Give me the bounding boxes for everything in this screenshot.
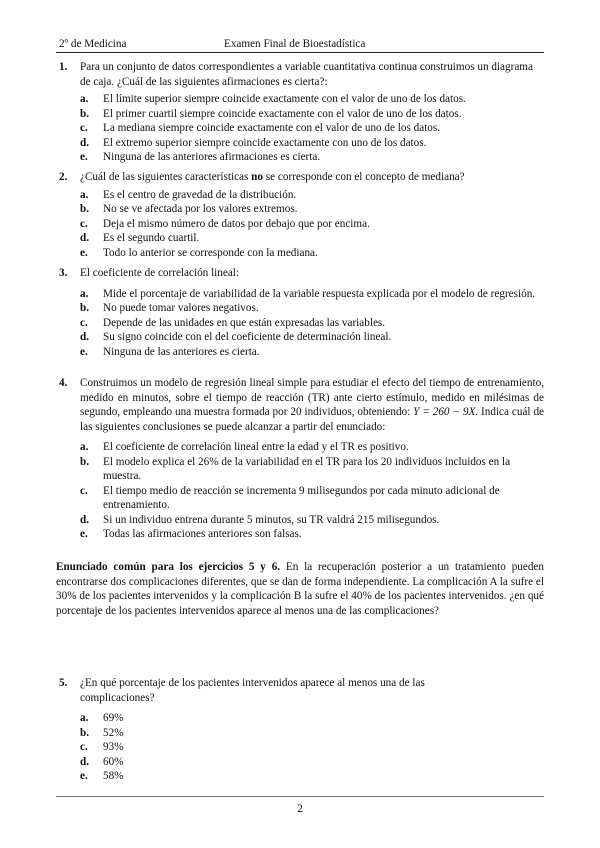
- question-text-part: se corresponde con el concepto de mediana?: [263, 171, 465, 183]
- option-text: El coeficiente de correlación lineal entre la edad y el TR es positivo.: [103, 441, 409, 453]
- option-text: Todo lo anterior se corresponde con la mediana.: [103, 246, 318, 259]
- question-text: [80, 170, 544, 185]
- option-a: [80, 287, 544, 302]
- option-letter: e.: [80, 770, 88, 782]
- question-3: [59, 266, 544, 359]
- footer-rule: [56, 796, 544, 797]
- question-text: El coeficiente de correlación lineal:: [80, 267, 240, 279]
- option-letter: a.: [80, 712, 89, 724]
- question-text: [80, 376, 544, 434]
- option-text: Ninguna de las anteriores es cierta.: [103, 345, 260, 358]
- option-b: [80, 455, 544, 484]
- option-letter: b.: [80, 107, 90, 120]
- option-a: [80, 92, 544, 107]
- option-letter: c.: [80, 741, 88, 753]
- option-letter: c.: [80, 484, 88, 497]
- question-number: 2.: [59, 171, 68, 183]
- option-d: [80, 231, 544, 246]
- option-letter: c.: [80, 122, 88, 134]
- option-d: [80, 755, 544, 770]
- option-letter: d.: [80, 232, 90, 244]
- option-d: [80, 330, 544, 345]
- option-text: 60%: [103, 755, 124, 768]
- option-d: [80, 136, 544, 151]
- option-text: Es el segundo cuartil.: [103, 232, 200, 244]
- option-text: El límite superior siempre coincide exactamente con el valor de uno de los datos.: [103, 93, 466, 105]
- option-letter: b.: [80, 726, 90, 739]
- common-statement-text: En la recuperación posterior a un tratamiento pueden encontrarse dos complicaciones diferentes, que se dan de forma independiente. La complicación A la sufre el 30% de los pacientes intervenidos y la complicación B la sufre el 40% de los pacientes intervenidos. ¿en qué porcentaje de los pacientes intervenidos aparece al menos una de las complicaciones?: [56, 561, 544, 617]
- option-a: [80, 188, 544, 203]
- option-text: 52%: [103, 726, 124, 739]
- option-e: [80, 150, 544, 165]
- option-text: El primer cuartil siempre coincide exactamente con el valor de uno de los datos.: [103, 107, 462, 120]
- option-e: [80, 527, 544, 542]
- option-letter: c.: [80, 217, 88, 230]
- question-number: 5.: [59, 677, 68, 689]
- option-letter: d.: [80, 513, 90, 526]
- option-letter: b.: [80, 203, 90, 215]
- option-text: Mide el porcentaje de variabilidad de la variable respuesta explicada por el modelo de regresión.: [103, 287, 536, 300]
- option-c: [80, 217, 544, 232]
- option-list: [80, 287, 544, 360]
- option-b: [80, 726, 544, 741]
- common-statement-label: Enunciado común para los ejercicios 5 y 6.: [56, 561, 281, 573]
- option-text: Depende de las unidades en que están expresadas las variables.: [103, 316, 386, 329]
- question-number: 4.: [59, 377, 68, 389]
- option-letter: d.: [80, 331, 90, 343]
- option-text: 58%: [103, 770, 124, 782]
- option-b: [80, 202, 544, 217]
- common-statement: [56, 560, 544, 618]
- option-text: Deja el mismo número de datos por debajo que por encima.: [103, 217, 370, 230]
- question-text: ¿En qué porcentaje de los pacientes intervenidos aparece al menos una de las complicaciones?: [80, 677, 425, 704]
- option-list: [80, 711, 544, 784]
- header-course: 2º de Medicina: [59, 38, 127, 50]
- option-c: [80, 740, 544, 755]
- option-letter: e.: [80, 345, 88, 358]
- option-letter: a.: [80, 188, 89, 201]
- option-c: [80, 484, 544, 513]
- option-c: [80, 316, 544, 331]
- page-number: 2: [297, 803, 303, 815]
- option-text: No puede tomar valores negativos.: [103, 302, 259, 314]
- question-text-part: ¿Cuál de las siguientes características: [80, 171, 252, 183]
- option-letter: e.: [80, 151, 88, 163]
- question-text-emphasis: no: [251, 171, 263, 183]
- option-letter: d.: [80, 755, 90, 768]
- option-text: Su signo coincide con el del coeficiente de determinación lineal.: [103, 331, 392, 343]
- option-letter: a.: [80, 93, 89, 105]
- option-letter: a.: [80, 287, 89, 300]
- option-a: [80, 440, 544, 455]
- question-number: 3.: [59, 267, 68, 279]
- option-text: No se ve afectada por los valores extremos.: [103, 203, 298, 215]
- option-letter: e.: [80, 528, 88, 540]
- option-list: [80, 188, 544, 261]
- option-text: Si un individuo entrena durante 5 minutos, su TR valdrá 215 milisegundos.: [103, 513, 440, 526]
- option-e: [80, 345, 544, 360]
- option-text: La mediana siempre coincide exactamente con el valor de uno de los datos.: [103, 122, 441, 134]
- question-text-part: . Indica cuál de las siguientes conclusiones se puede alcanzar a partir del enunciado:: [80, 406, 544, 433]
- question-number: 1.: [59, 61, 68, 73]
- question-5: [59, 676, 544, 784]
- option-c: [80, 121, 544, 136]
- option-text: 93%: [103, 741, 124, 753]
- question-text-part: Construimos un modelo de regresión lineal simple para estudiar el efecto del tiempo de entrenamiento, medido en minutos, sobre el tiempo de reacción (TR) ante cierto estímulo, medido en milésimas de segundo, empleando una muestra formada por 20 individuos, obteniendo:: [80, 377, 544, 418]
- question-text: Para un conjunto de datos correspondientes a variable cuantitativa continua construimos un diagrama de caja. ¿Cuál de las siguientes afirmaciones es cierta?:: [80, 61, 533, 88]
- option-list: [80, 92, 544, 165]
- question-2: [59, 170, 544, 260]
- option-e: [80, 246, 544, 261]
- option-text: El tiempo medio de reacción se incrementa 9 milisegundos por cada minuto adicional de entrenamiento.: [103, 484, 500, 511]
- option-text: Es el centro de gravedad de la distribución.: [103, 188, 297, 201]
- question-4: [59, 376, 544, 542]
- option-a: [80, 711, 544, 726]
- option-text: El modelo explica el 26% de la variabilidad en el TR para los 20 individuos incluidos en la muestra.: [103, 455, 511, 482]
- option-letter: b.: [80, 455, 90, 468]
- option-text: El extremo superior siempre coincide exactamente con uno de los datos.: [103, 136, 427, 149]
- option-letter: c.: [80, 316, 88, 329]
- header-title: Examen Final de Bioestadística: [224, 38, 366, 50]
- header-rule: [56, 52, 544, 53]
- option-list: [80, 440, 544, 542]
- option-text: Todas las afirmaciones anteriores son falsas.: [103, 528, 302, 540]
- option-d: [80, 513, 544, 528]
- option-b: [80, 107, 544, 122]
- option-e: [80, 769, 544, 784]
- option-letter: a.: [80, 441, 89, 453]
- question-1: [59, 60, 544, 165]
- option-text: Ninguna de las anteriores afirmaciones es cierta.: [103, 151, 321, 163]
- option-text: 69%: [103, 712, 124, 724]
- option-letter: b.: [80, 302, 90, 314]
- option-letter: d.: [80, 136, 90, 149]
- regression-formula: Y = 260 − 9X: [413, 406, 476, 418]
- option-b: [80, 301, 544, 316]
- option-letter: e.: [80, 246, 88, 259]
